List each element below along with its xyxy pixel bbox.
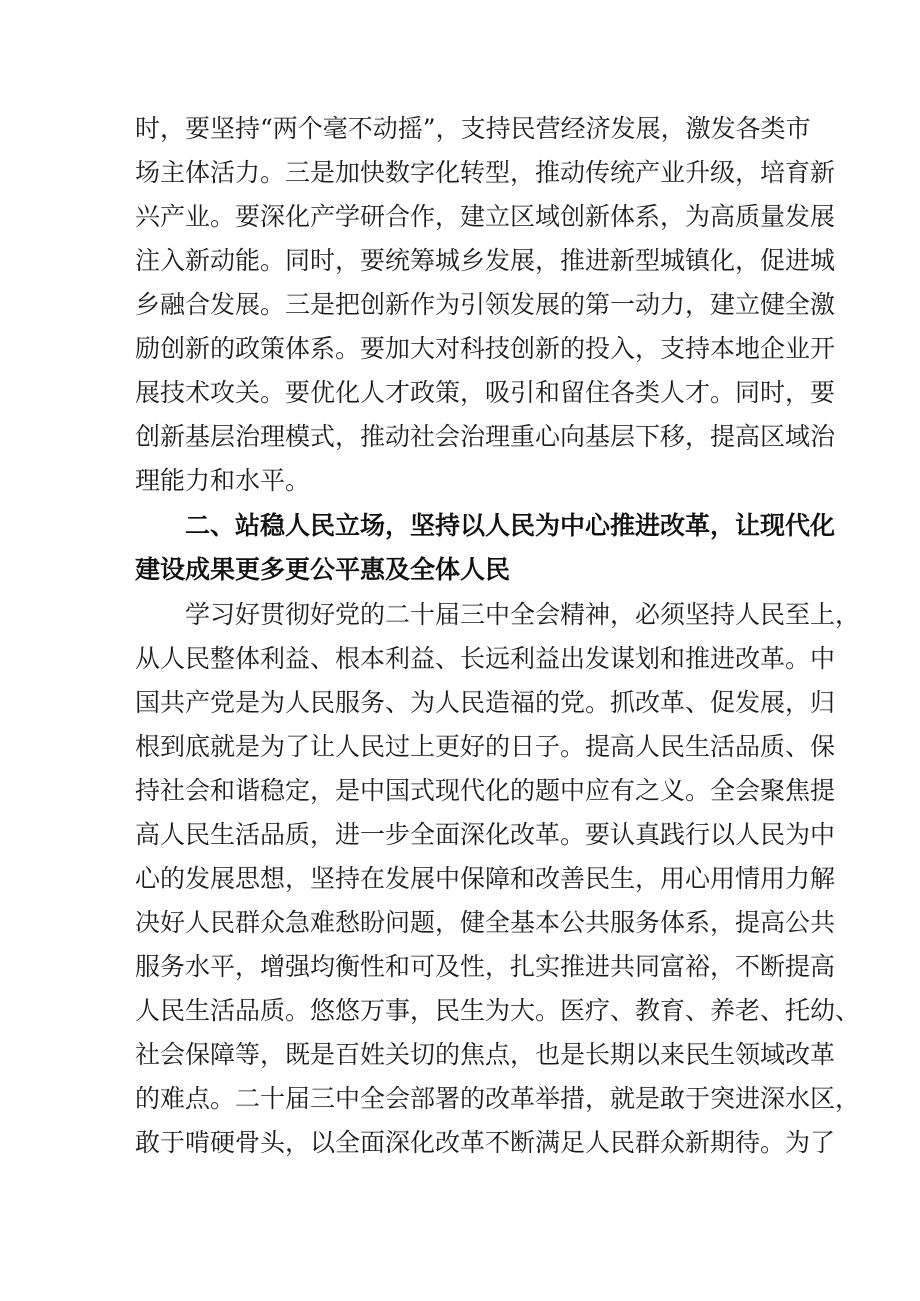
paragraph-line: 时，要坚持“两个毫不动摇”，支持民营经济发展，激发各类市 xyxy=(135,114,811,143)
paragraph-line: 励创新的政策体系。要加大对科技创新的投入，支持本地企业开 xyxy=(135,334,836,363)
paragraph-line: 展技术攻关。要优化人才政策，吸引和留住各类人才。同时，要 xyxy=(135,378,836,407)
section-heading-line: 二、站稳人民立场，坚持以人民为中心推进改革，让现代化 xyxy=(185,511,836,540)
paragraph-line: 服务水平，增强均衡性和可及性，扎实推进共同富裕，不断提高 xyxy=(135,952,836,981)
paragraph-line: 学习好贯彻好党的二十届三中全会精神，必须坚持人民至上， xyxy=(185,600,861,629)
paragraph-line: 根到底就是为了让人民过上更好的日子。提高人民生活品质、保 xyxy=(135,732,836,761)
paragraph-line: 持社会和谐稳定，是中国式现代化的题中应有之义。全会聚焦提 xyxy=(135,776,836,805)
paragraph-line: 场主体活力。三是加快数字化转型，推动传统产业升级，培育新 xyxy=(135,158,836,187)
section-heading-line: 建设成果更多更公平惠及全体人民 xyxy=(135,555,511,584)
paragraph-line: 的难点。二十届三中全会部署的改革举措，就是敢于突进深水区， xyxy=(135,1084,861,1113)
paragraph-line: 人民生活品质。悠悠万事，民生为大。医疗、教育、养老、托幼、 xyxy=(135,996,861,1025)
paragraph-line: 从人民整体利益、根本利益、长远利益出发谋划和推进改革。中 xyxy=(135,644,836,673)
paragraph-line: 创新基层治理模式，推动社会治理重心向基层下移，提高区域治 xyxy=(135,422,836,451)
paragraph-line: 高人民生活品质，进一步全面深化改革。要认真践行以人民为中 xyxy=(135,820,836,849)
paragraph-line: 敢于啃硬骨头，以全面深化改革不断满足人民群众新期待。为了 xyxy=(135,1128,836,1157)
paragraph-line: 心的发展思想，坚持在发展中保障和改善民生，用心用情用力解 xyxy=(135,864,836,893)
paragraph-line: 决好人民群众急难愁盼问题，健全基本公共服务体系，提高公共 xyxy=(135,908,836,937)
paragraph-line: 注入新动能。同时，要统筹城乡发展，推进新型城镇化，促进城 xyxy=(135,246,836,275)
paragraph-line: 兴产业。要深化产学研合作，建立区域创新体系，为高质量发展 xyxy=(135,202,836,231)
paragraph-line: 社会保障等，既是百姓关切的焦点，也是长期以来民生领域改革 xyxy=(135,1040,836,1069)
paragraph-line: 国共产党是为人民服务、为人民造福的党。抓改革、促发展，归 xyxy=(135,688,836,717)
paragraph-line: 乡融合发展。三是把创新作为引领发展的第一动力，建立健全激 xyxy=(135,290,836,319)
paragraph-line: 理能力和水平。 xyxy=(135,466,311,495)
